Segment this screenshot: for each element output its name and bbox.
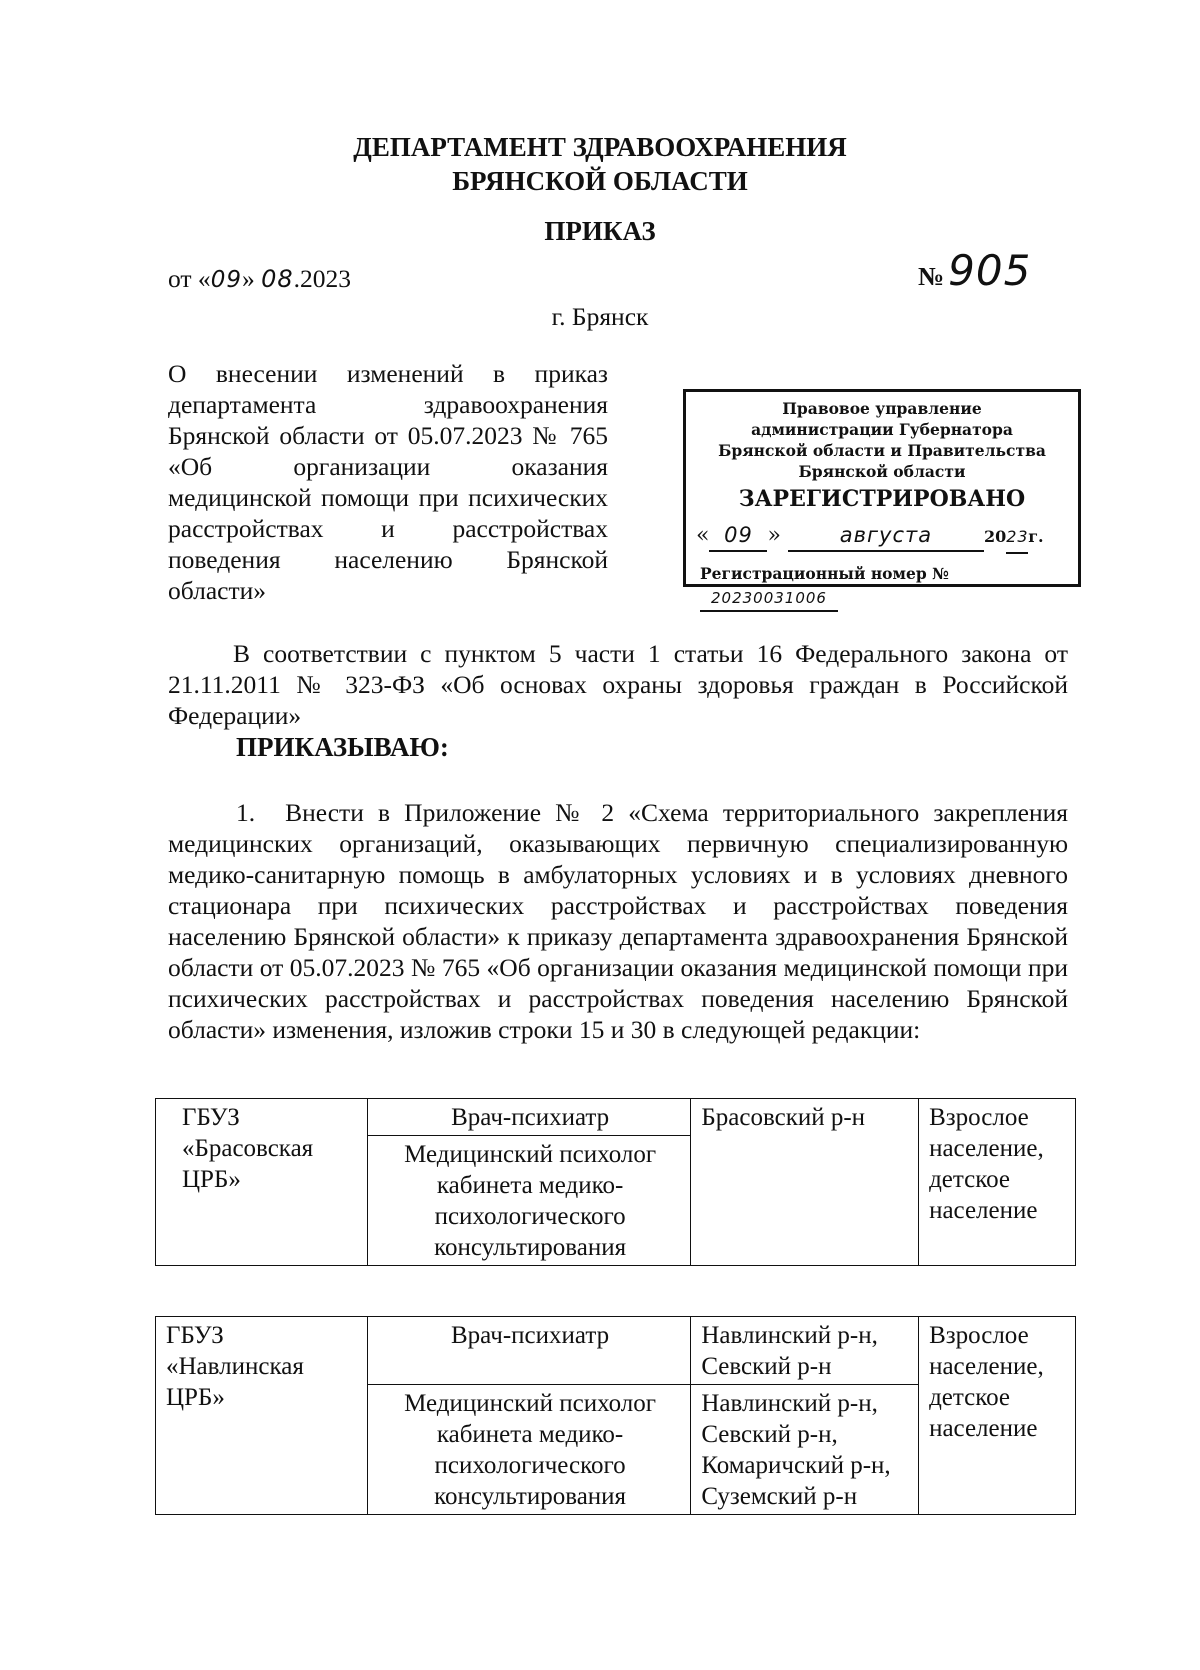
org-name-line2: БРЯНСКОЙ ОБЛАСТИ: [452, 166, 748, 196]
stamp-line3: Брянской области и Правительства: [718, 441, 1046, 460]
number-value: 905: [948, 246, 1032, 295]
table2-org: ГБУЗ «Навлинская ЦРБ»: [156, 1317, 368, 1515]
table2-spec2: Медицинский психолог кабинета медико-психологического консультирования: [367, 1385, 691, 1515]
stamp-year-unit: г.: [1028, 527, 1044, 546]
table1-spec1: Врач-психиатр: [367, 1099, 691, 1136]
doc-type: ПРИКАЗ: [544, 216, 656, 246]
org-name-line1: ДЕПАРТАМЕНТ ЗДРАВООХРАНЕНИЯ: [353, 132, 847, 162]
stamp-month: августа: [788, 520, 984, 552]
table2-area2: Навлинский р-н, Севский р-н, Комаричский р-н, Суземский р-н: [691, 1385, 919, 1515]
item-1-text: Внести в Приложение № 2 «Схема территориального закрепления медицинских организаций, оказывающих первичную специализированную медико-санитарную помощь в амбулаторных условиях и в условиях дневного стационара при психических расстройствах и расстройствах поведения населению Брянской области» к приказу департамента здравоохранения Брянской области от 05.07.2023 № 765 «Об организации оказания медицинской помощи при психических расстройствах и расстройствах поведения населению Брянской области» изменения, изложив строки 15 и 30 в следующей редакции:: [168, 798, 1068, 1044]
table-brasovskaya: [155, 1098, 1076, 1266]
item-1: [168, 797, 1068, 1045]
number-sign: №: [918, 262, 945, 291]
stamp-line4: Брянской области: [798, 462, 966, 481]
date-prefix: от «: [168, 264, 211, 293]
stamp-reg-label: Регистрационный номер №: [700, 564, 949, 583]
date-day: 09: [210, 267, 242, 293]
table-row: [156, 1317, 1076, 1385]
item-1-number: 1.: [236, 798, 256, 827]
date-sep: »: [241, 264, 255, 293]
table-row: [156, 1099, 1076, 1136]
stamp-quote-open: «: [696, 523, 710, 548]
order-word: ПРИКАЗЫВАЮ:: [236, 732, 449, 762]
stamp-date: [686, 520, 1078, 554]
city: г. Брянск: [551, 302, 649, 331]
stamp-quote-close: »: [767, 523, 781, 548]
stamp-line1: Правовое управление: [782, 399, 982, 418]
stamp-title: ЗАРЕГИСТРИРОВАНО: [738, 486, 1026, 512]
order-date: [168, 262, 351, 297]
table1-population: Взрослое население, детское население: [919, 1099, 1076, 1266]
preamble: В соответствии с пунктом 5 части 1 статьи 16 Федерального закона от 21.11.2011 № 323-ФЗ «Об основах охраны здоровья граждан в Российской Федерации»: [168, 639, 1068, 730]
registration-stamp: [683, 389, 1081, 607]
table2-spec1: Врач-психиатр: [367, 1317, 691, 1385]
stamp-reg-number: 20230031006: [700, 586, 838, 612]
stamp-reg: [686, 562, 1078, 612]
table1-area: Брасовский р-н: [691, 1099, 919, 1266]
table-navlinskaya: [155, 1316, 1076, 1515]
table2-area1: Навлинский р-н, Севский р-н: [691, 1317, 919, 1385]
table1-spec2: Медицинский психолог кабинета медико-психологического консультирования: [367, 1136, 691, 1266]
order-number: [918, 248, 1031, 304]
table1-org: ГБУЗ «Брасовская ЦРБ»: [156, 1099, 368, 1266]
org-name: [0, 130, 1200, 198]
date-year: .2023: [293, 264, 352, 293]
stamp-day: 09: [709, 520, 767, 552]
order-subject: О внесении изменений в приказ департамента здравоохранения Брянской области от 05.07.2023 № 765 «Об организации оказания медицинской помощи при психических расстройствах и расстройствах поведения населению Брянской области»: [168, 359, 608, 605]
table2-population: Взрослое население, детское население: [919, 1317, 1076, 1515]
date-month: 08: [261, 265, 294, 293]
stamp-line2: администрации Губернатора: [751, 420, 1013, 439]
stamp-year-prefix: 20: [983, 527, 1007, 546]
stamp-year-suffix: 23: [1006, 522, 1028, 554]
